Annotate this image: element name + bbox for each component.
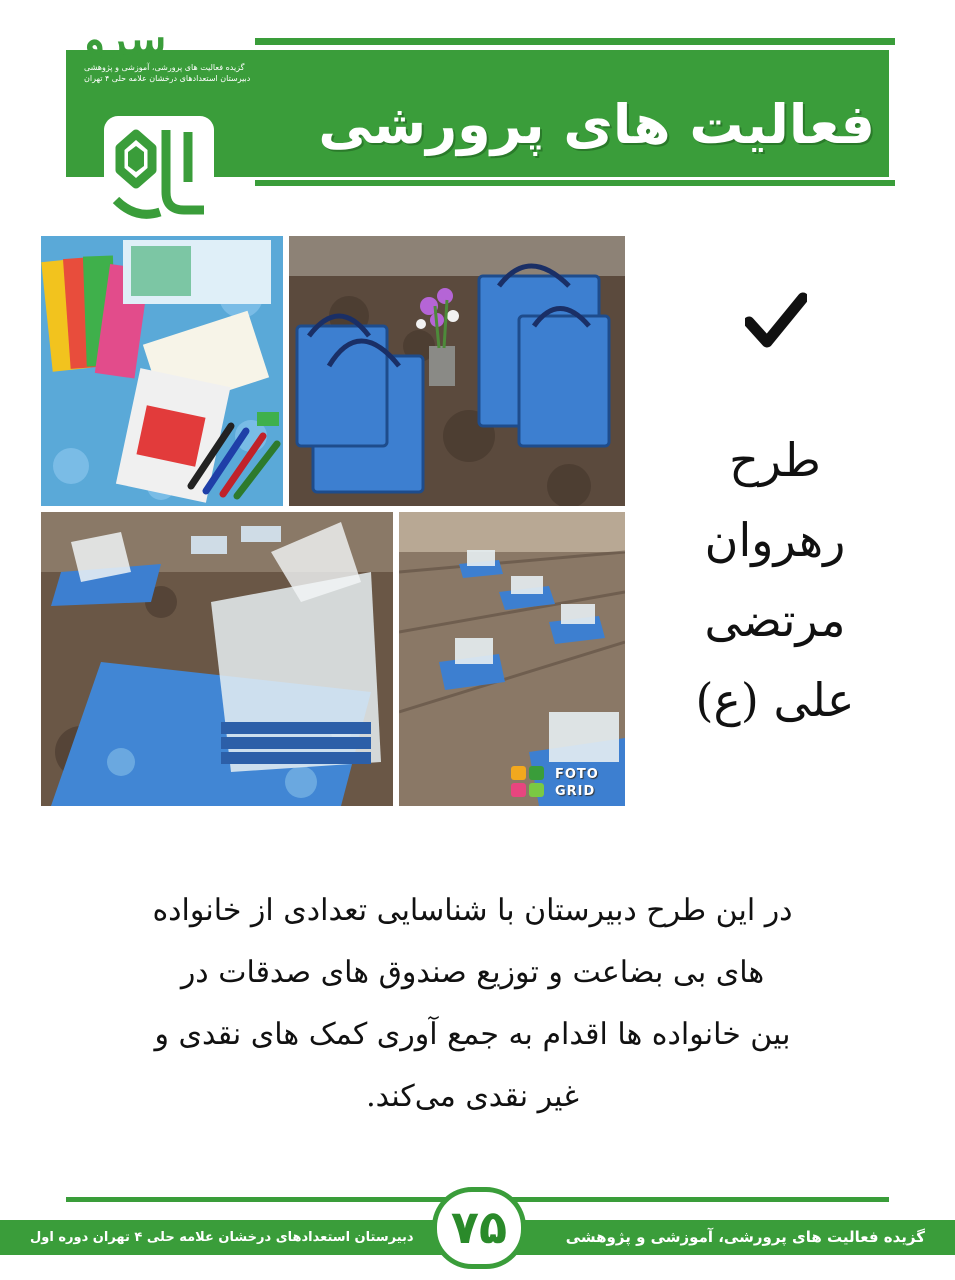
fotogrid-line1: FOTO xyxy=(555,767,599,782)
description-paragraph xyxy=(80,880,865,1128)
fotogrid-icon xyxy=(511,766,549,800)
photo-blue-bags xyxy=(289,236,625,506)
description-line: غیر نقدی می‌کند. xyxy=(366,1079,579,1114)
project-title-line: طرح xyxy=(729,433,821,487)
project-title-line: مرتضی xyxy=(704,593,846,647)
header-top-rule xyxy=(255,38,895,45)
brand-subtitle-2: دبیرستان استعدادهای درخشان علامه حلی ۴ تهران xyxy=(84,74,251,83)
section-title: فعالیت های پرورشی xyxy=(318,93,875,156)
page-number: ۷۵ xyxy=(432,1187,526,1269)
footer-school-name: دبیرستان استعدادهای درخشان علامه حلی ۴ تهران دوره اول xyxy=(30,1230,414,1245)
description-line: های بی بضاعت و توزیع صندوق های صدقات در xyxy=(180,955,765,990)
fotogrid-text xyxy=(555,766,621,800)
brand-name: سرو xyxy=(84,14,167,65)
photo-package-closeup xyxy=(41,512,393,806)
fotogrid-line2: GRID xyxy=(555,784,596,799)
photo-packages-row xyxy=(399,512,625,806)
school-logo-icon xyxy=(96,112,222,232)
brand-subtitle-1: گزیده فعالیت های پرورشی، آموزشی و پژوهشی xyxy=(84,63,245,72)
checkmark-icon xyxy=(745,292,807,348)
description-line: در این طرح دبیرستان با شناسایی تعدادی از خانواده xyxy=(152,893,793,928)
header-bottom-rule xyxy=(255,180,895,186)
brand-block xyxy=(84,14,259,92)
project-title-line: علی (ع) xyxy=(695,673,855,727)
footer-publication-title: گزیده فعالیت های پرورشی، آموزشی و پژوهشی xyxy=(565,1228,925,1246)
project-title-line: رهروان xyxy=(704,513,846,567)
photo-stationery xyxy=(41,236,283,506)
project-title xyxy=(660,420,890,740)
school-logo xyxy=(96,112,222,232)
description-line: بین خانواده ها اقدام به جمع آوری کمک های نقدی و xyxy=(154,1017,791,1052)
photo-collage xyxy=(41,236,625,806)
fotogrid-watermark xyxy=(511,764,621,802)
